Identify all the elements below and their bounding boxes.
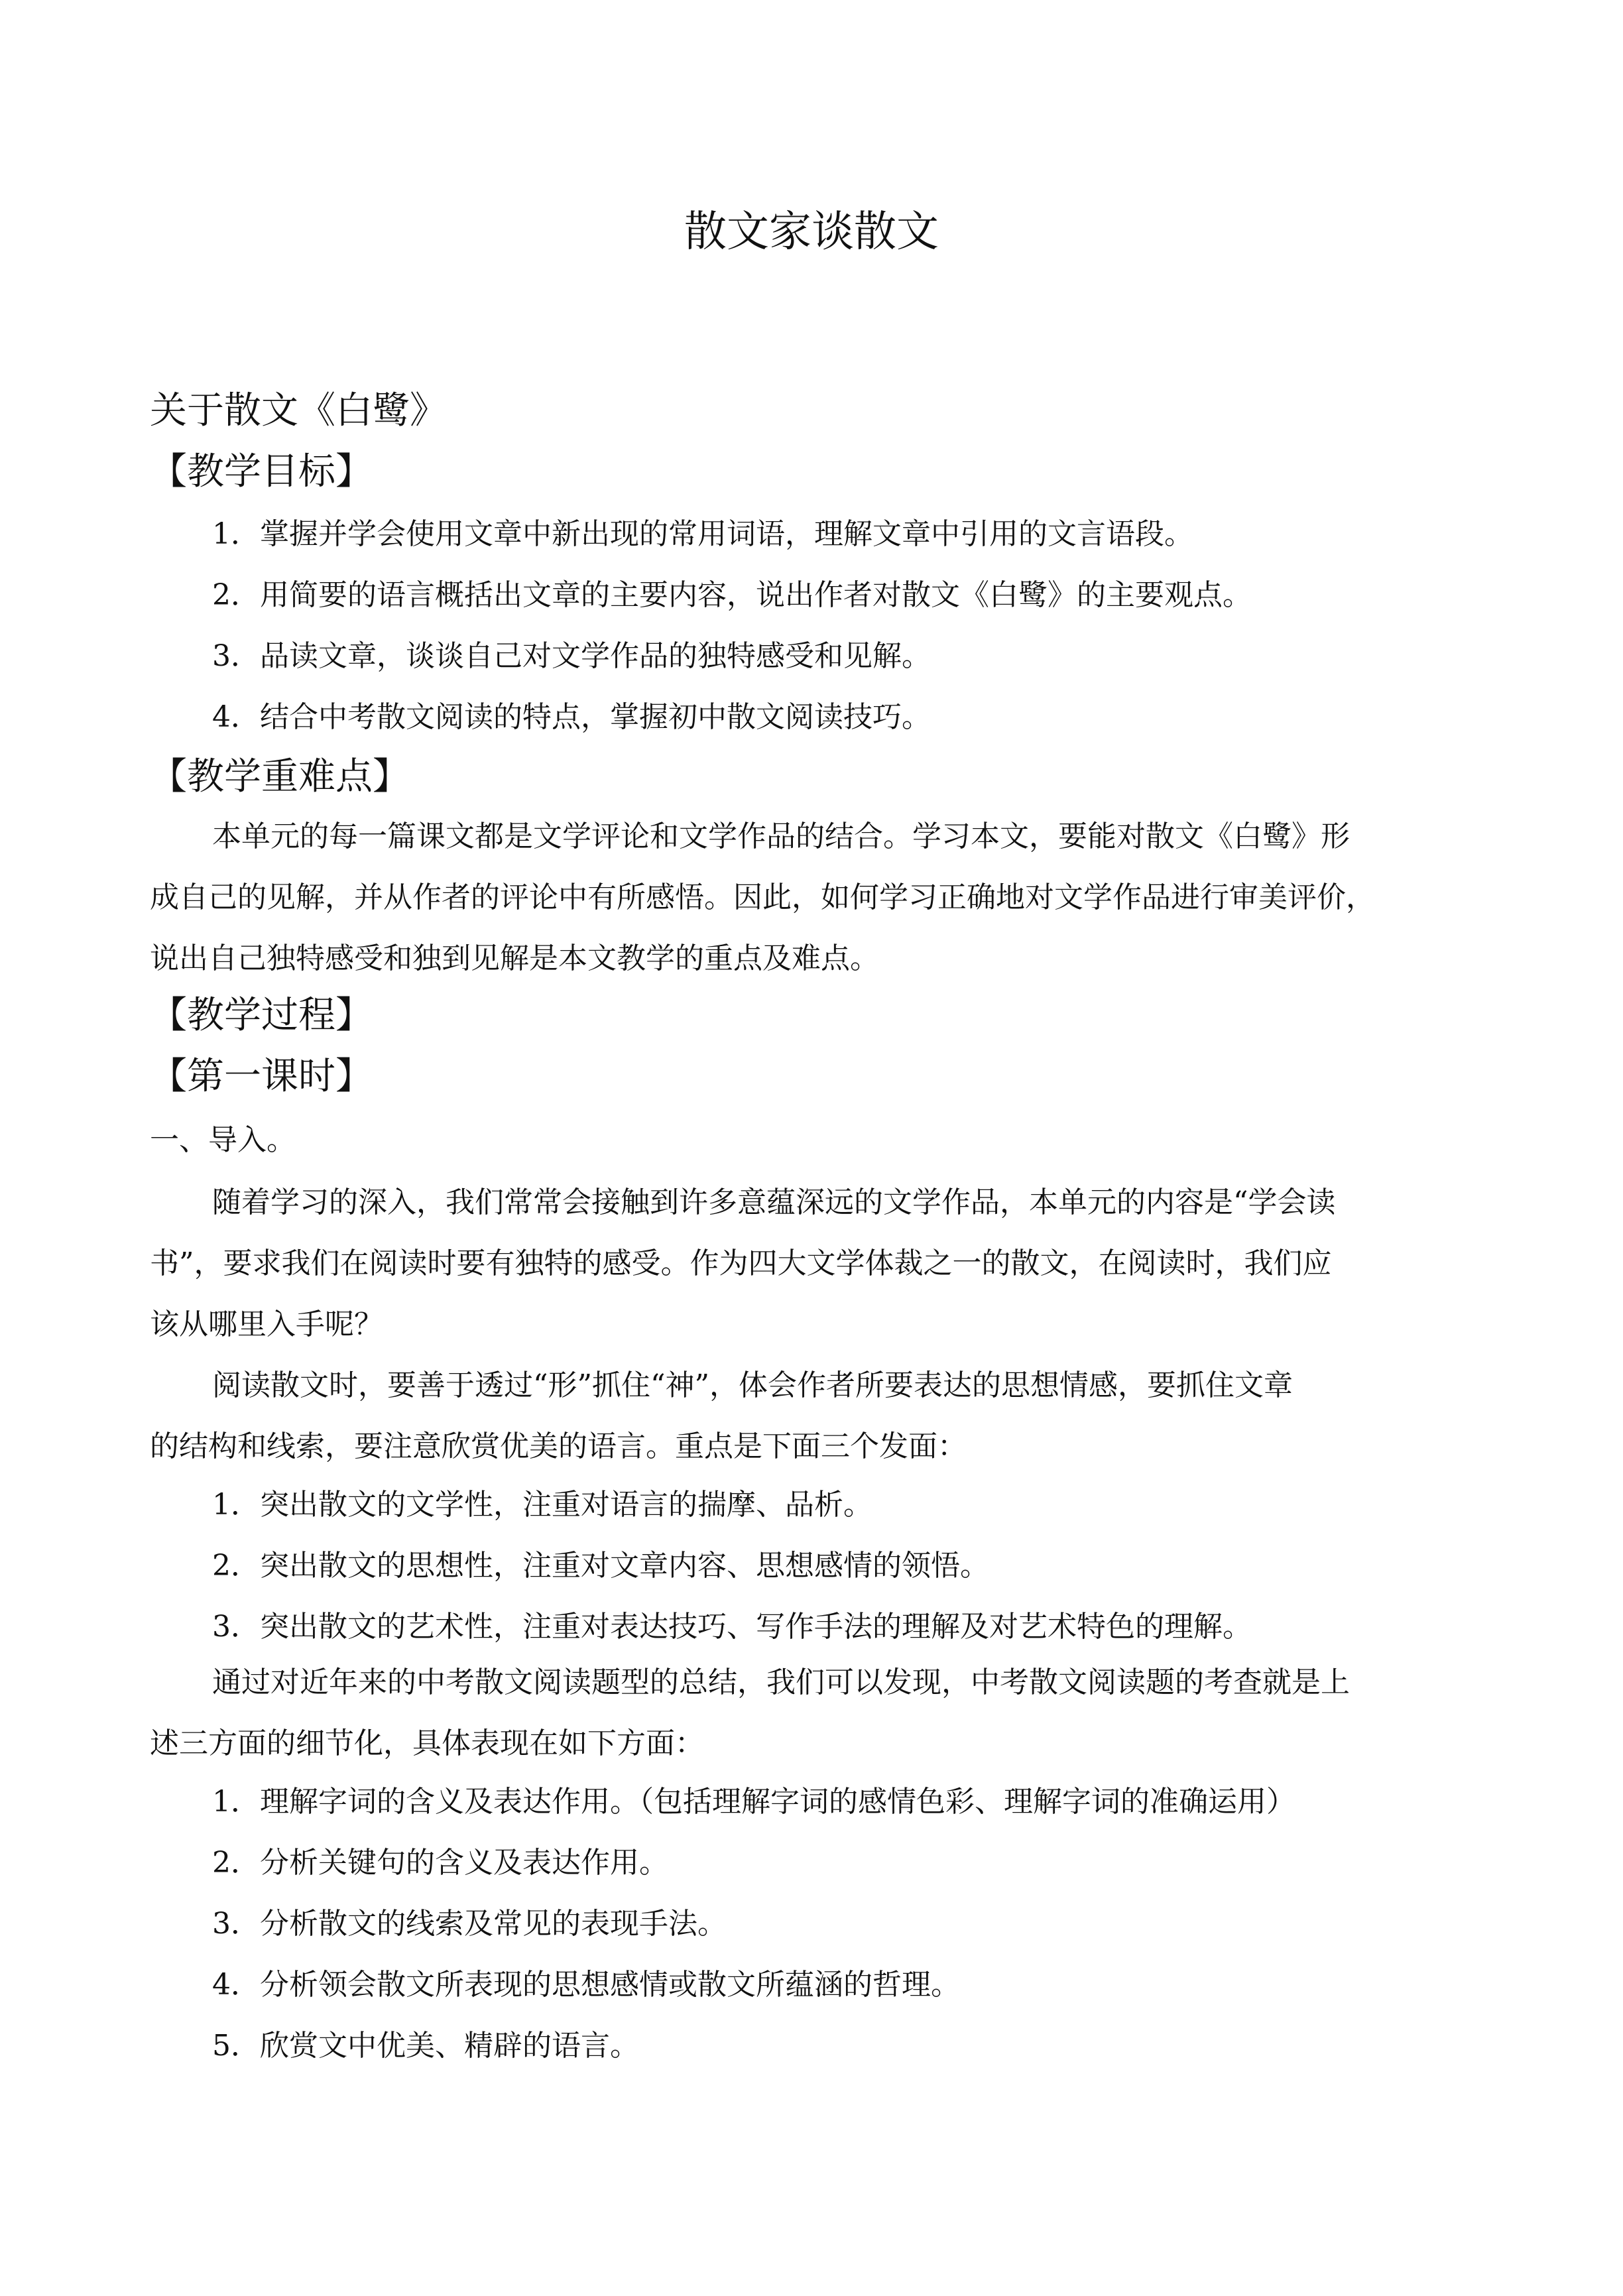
first-lesson-heading: 【第一课时】 (150, 1055, 373, 1098)
section-intro-heading: 一、导入。 (150, 1123, 296, 1157)
reading-method-paragraph (150, 1355, 1484, 1477)
teaching-goals-heading: 【教学目标】 (150, 450, 373, 493)
paragraph-line: 该从哪里入手呢？ (150, 1307, 383, 1341)
goal-item-1: 1．掌握并学会使用文章中新出现的常用词语，理解文章中引用的文言语段。 (212, 517, 1193, 551)
goal-item-4: 4．结合中考散文阅读的特点，掌握初中散文阅读技巧。 (212, 700, 931, 734)
point-item-3: 3．突出散文的艺术性，注重对表达技巧、写作手法的理解及对艺术特色的理解。 (212, 1610, 1252, 1644)
goal-item-3: 3．品读文章，谈谈自己对文学作品的独特感受和见解。 (212, 639, 931, 673)
paragraph-line: 书”，要求我们在阅读时要有独特的感受。作为四大文学体裁之一的散文，在阅读时，我们应 (150, 1246, 1332, 1280)
paragraph-line: 成自己的见解，并从作者的评论中有所感悟。因此，如何学习正确地对文学作品进行审美评价， (150, 880, 1375, 914)
aspect-item-5: 5．欣赏文中优美、精辟的语言。 (212, 2029, 639, 2063)
aspect-item-1: 1．理解字词的含义及表达作用。（包括理解字词的感情色彩、理解字词的准确运用） (212, 1785, 1295, 1819)
key-points-heading: 【教学重难点】 (150, 755, 410, 798)
paragraph-line: 述三方面的细节化，具体表现在如下方面： (150, 1726, 704, 1760)
point-item-1: 1．突出散文的文学性，注重对语言的揣摩、品析。 (212, 1488, 872, 1522)
key-points-paragraph (150, 806, 1484, 989)
aspect-item-2: 2．分析关键句的含义及表达作用。 (212, 1846, 668, 1880)
paragraph-line: 本单元的每一篇课文都是文学评论和文学作品的结合。学习本文，要能对散文《白鹭》形 (212, 819, 1350, 853)
goal-item-2: 2．用简要的语言概括出文章的主要内容，说出作者对散文《白鹭》的主要观点。 (212, 578, 1252, 612)
intro-paragraph (150, 1172, 1484, 1355)
summary-paragraph (150, 1652, 1484, 1774)
aspect-item-4: 4．分析领会散文所表现的思想感情或散文所蕴涵的哲理。 (212, 1968, 960, 2002)
paragraph-line: 的结构和线索，要注意欣赏优美的语言。重点是下面三个发面： (150, 1429, 967, 1463)
paragraph-line: 随着学习的深入，我们常常会接触到许多意蕴深远的文学作品，本单元的内容是“学会读 (212, 1185, 1336, 1219)
paragraph-line: 通过对近年来的中考散文阅读题型的总结，我们可以发现，中考散文阅读题的考查就是上 (212, 1665, 1350, 1699)
paragraph-line: 说出自己独特感受和独到见解是本文教学的重点及难点。 (150, 941, 879, 975)
point-item-2: 2．突出散文的思想性，注重对文章内容、思想感情的领悟。 (212, 1549, 989, 1583)
paragraph-line: 阅读散文时，要善于透过“形”抓住“神”，体会作者所要表达的思想情感，要抓住文章 (212, 1368, 1293, 1402)
document-title: 散文家谈散文 (684, 208, 939, 257)
teaching-process-heading: 【教学过程】 (150, 994, 373, 1037)
aspect-item-3: 3．分析散文的线索及常见的表现手法。 (212, 1907, 727, 1941)
document-subtitle: 关于散文《白鹭》 (150, 389, 447, 432)
